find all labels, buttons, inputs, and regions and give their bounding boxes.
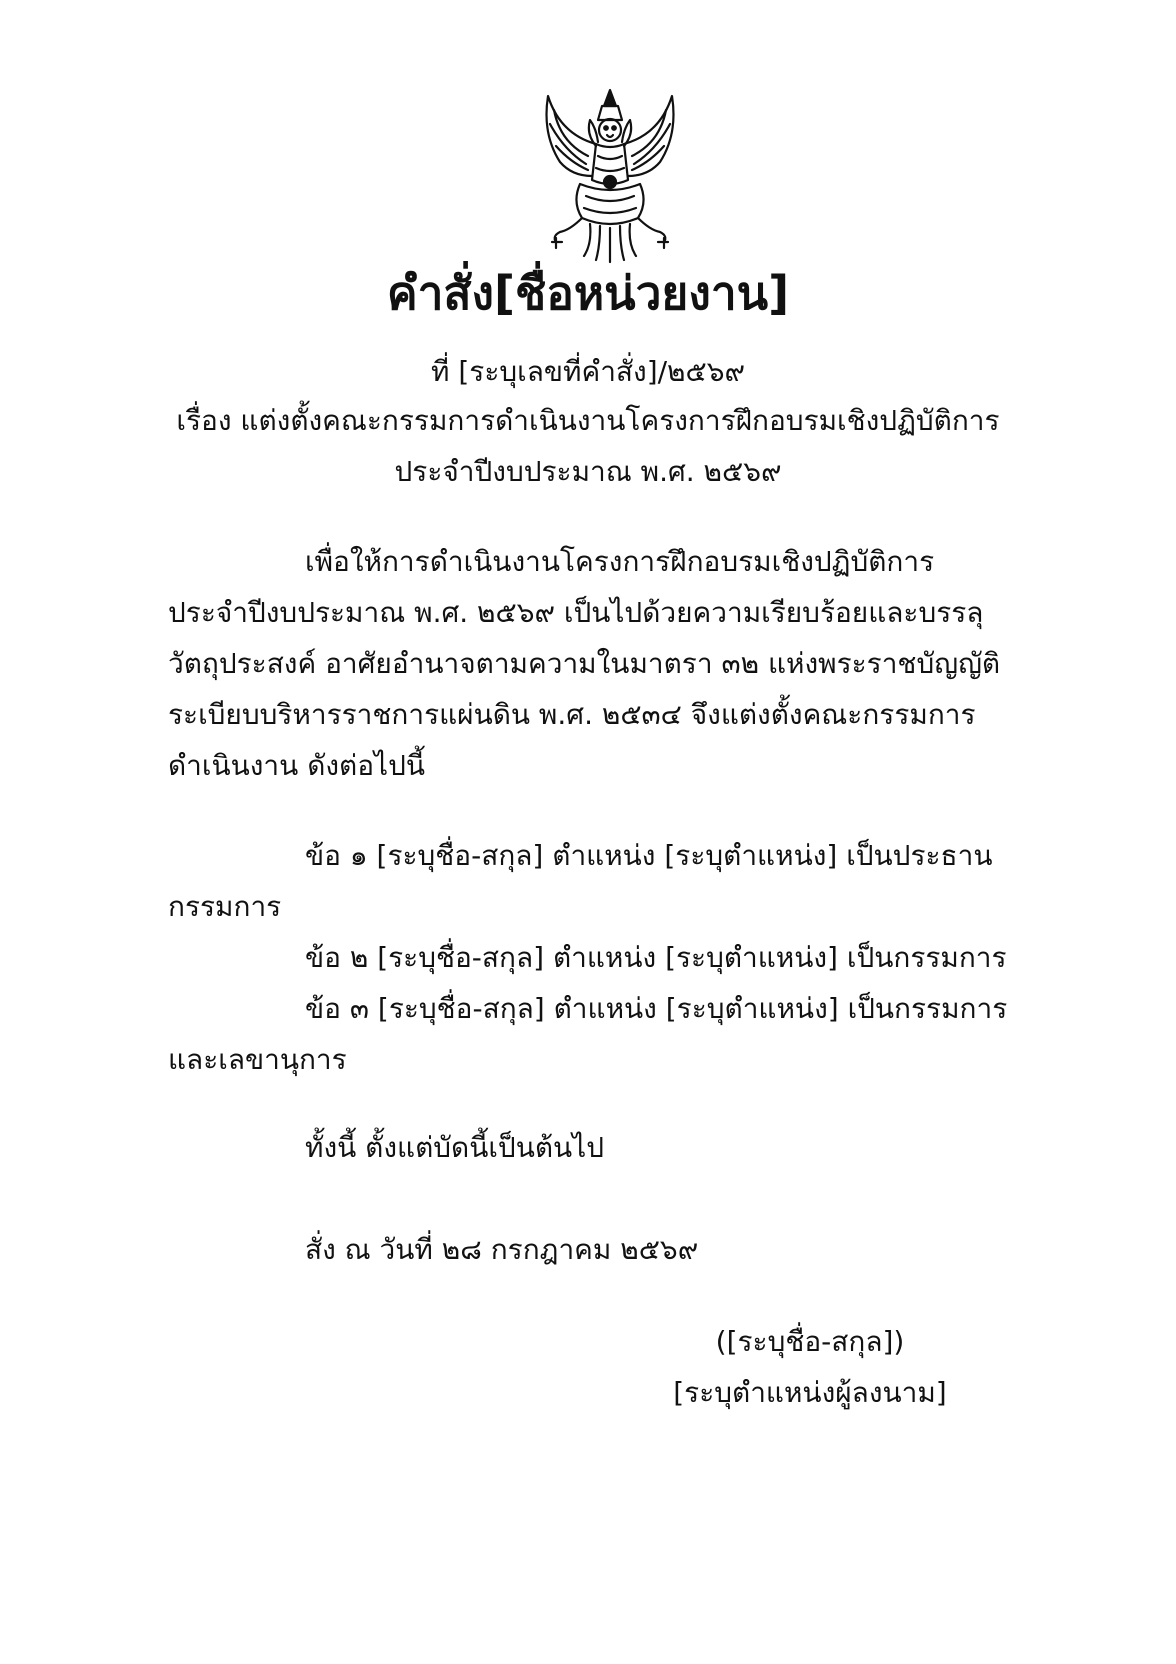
item-3: ข้อ ๓ [ระบุชื่อ-สกุล] ตำแหน่ง [ระบุตำแหน่ง] เป็นกรรมการ bbox=[305, 992, 1008, 1025]
item-1: ข้อ ๑ [ระบุชื่อ-สกุล] ตำแหน่ง [ระบุตำแหน่ง] เป็นประธาน bbox=[305, 839, 993, 872]
item-3-continued: และเลขานุการ bbox=[168, 1043, 347, 1076]
intro-paragraph-line: เพื่อให้การดำเนินงานโครงการฝึกอบรมเชิงปฏิบัติการ bbox=[305, 545, 935, 578]
signer-name: ([ระบุชื่อ-สกุล]) bbox=[715, 1325, 905, 1358]
effective-statement: ทั้งนี้ ตั้งแต่บัดนี้เป็นต้นไป bbox=[305, 1131, 605, 1164]
item-2: ข้อ ๒ [ระบุชื่อ-สกุล] ตำแหน่ง [ระบุตำแหน่ง] เป็นกรรมการ bbox=[305, 941, 1007, 974]
signer-position: [ระบุตำแหน่งผู้ลงนาม] bbox=[673, 1376, 947, 1409]
intro-paragraph-line: ระเบียบบริหารราชการแผ่นดิน พ.ศ. ๒๕๓๔ จึงแต่งตั้งคณะกรรมการ bbox=[168, 698, 976, 731]
garuda-emblem-icon bbox=[530, 84, 690, 264]
intro-paragraph-line: ประจำปีงบประมาณ พ.ศ. ๒๕๖๙ เป็นไปด้วยความเรียบร้อยและบรรลุ bbox=[168, 596, 984, 629]
order-number: ที่ [ระบุเลขที่คำสั่ง]/๒๕๖๙ bbox=[431, 355, 745, 388]
intro-paragraph-line: ดำเนินงาน ดังต่อไปนี้ bbox=[168, 749, 426, 782]
order-date: สั่ง ณ วันที่ ๒๘ กรกฎาคม ๒๕๖๙ bbox=[305, 1233, 699, 1266]
intro-paragraph-line: วัตถุประสงค์ อาศัยอำนาจตามความในมาตรา ๓๒ แห่งพระราชบัญญัติ bbox=[168, 647, 1001, 680]
item-1-continued: กรรมการ bbox=[168, 890, 282, 923]
subject-line: ประจำปีงบประมาณ พ.ศ. ๒๕๖๙ bbox=[394, 455, 782, 488]
order-title: คำสั่ง[ชื่อหน่วยงาน] bbox=[386, 266, 790, 320]
subject-line: เรื่อง แต่งตั้งคณะกรรมการดำเนินงานโครงการฝึกอบรมเชิงปฏิบัติการ bbox=[176, 404, 1000, 437]
